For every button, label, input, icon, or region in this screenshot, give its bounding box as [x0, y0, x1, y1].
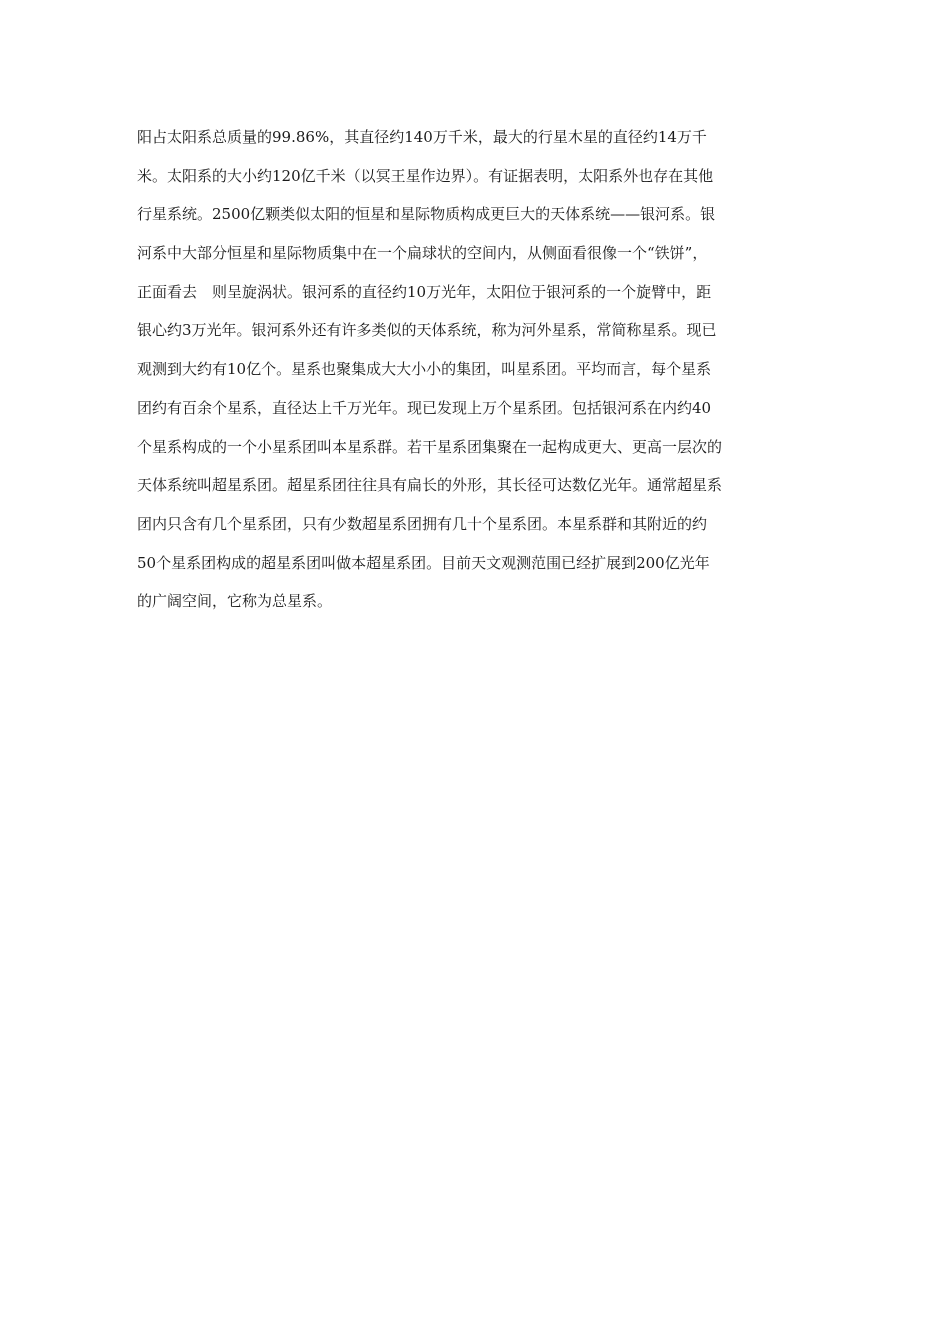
text-line-10: 天体系统叫超星系团。超星系团往往具有扁长的外形，其长径可达数亿光年。通常超星系 [137, 476, 723, 495]
text-line-11: 团内只含有几个星系团，只有少数超星系团拥有几十个星系团。本星系群和其附近的约 [137, 514, 708, 533]
text-line-3: 行星系统。2500亿颗类似太阳的恒星和星际物质构成更巨大的天体系统——银河系。银 [137, 205, 716, 224]
text-line-12: 50个星系团构成的超星系团叫做本超星系团。目前天文观测范围已经扩展到200亿光年 [137, 553, 710, 572]
text-line-8: 团约有百余个星系，直径达上千万光年。现已发现上万个星系团。包括银河系在内约40 [137, 398, 712, 417]
text-line-13: 的广阔空间，它称为总星系。 [137, 592, 333, 611]
text-line-2: 米。太阳系的大小约120亿千米（以冥王星作边界）。有证据表明，太阳系外也存在其他 [137, 166, 714, 185]
body-paragraph [137, 118, 817, 621]
text-line-5: 正面看去 则呈旋涡状。银河系的直径约10万光年，太阳位于银河系的一个旋臂中，距 [137, 282, 712, 301]
text-line-6: 银心约3万光年。银河系外还有许多类似的天体系统，称为河外星系，常简称星系。现已 [137, 321, 717, 340]
text-line-4: 河系中大部分恒星和星际物质集中在一个扁球状的空间内，从侧面看很像一个“铁饼”， [137, 244, 708, 263]
text-line-9: 个星系构成的一个小星系团叫本星系群。若干星系团集聚在一起构成更大、更高一层次的 [137, 437, 723, 456]
text-line-7: 观测到大约有10亿个。星系也聚集成大大小小的集团，叫星系团。平均而言，每个星系 [137, 360, 712, 379]
text-line-1: 阳占太阳系总质量的99.86%，其直径约140万千米，最大的行星木星的直径约14万千 [137, 128, 707, 146]
